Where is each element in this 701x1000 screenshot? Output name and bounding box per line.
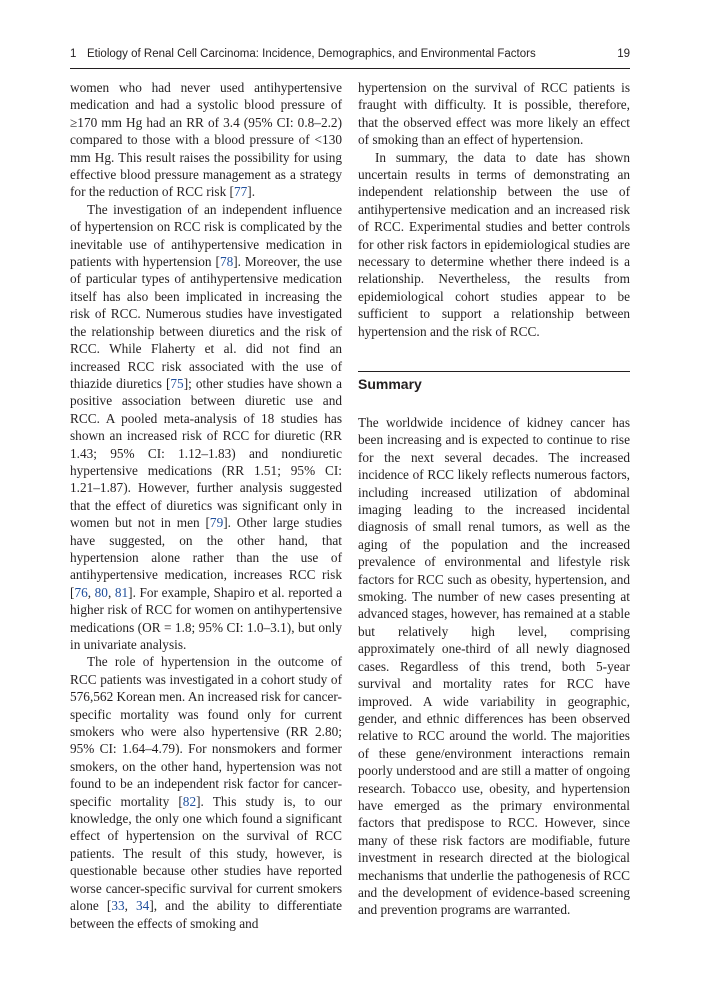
citation-link[interactable]: 76 [74,584,88,600]
body-text: The investigation of an independent influence of hypertension on RCC risk is complicated by the inevitable use of antihypertensive medication in patients with hypertension [ [70,201,342,270]
body-text: women who had never used antihypertensive medication and had a systolic blood pressure of ≥170 mm Hg had an RR of 3.4 (95% CI: 0.8–2.2) compared to those with a blood pressure of <130 mm Hg. This result raises the possibility for using effective blood pressure management as a strategy for the reduction of RCC risk [ [70,80,342,200]
body-text: ]. Other large studies have suggested, on the other hand, that hypertension alone rather than the use of antihypertensive medication, increases RCC risk [ [70,515,342,600]
citation-link[interactable]: 81 [114,584,129,600]
paragraph [70,201,342,654]
citation-link[interactable]: 34 [136,898,150,914]
header-rule [70,68,630,69]
body-text: , [87,584,95,600]
right-column [358,79,630,340]
left-column [70,79,342,932]
body-text: ]. Moreover, the use of particular types of antihypertensive medication itself has also been implicated in increasing the risk of RCC. Numerous studies have investigated the relationship between diuretics and the risk of RCC. While Flaherty et al. did not find an increased RCC risk associated with the use of thiazide diuretics [ [70,254,342,391]
running-header [70,46,630,66]
citation-link[interactable]: 79 [209,515,224,531]
body-text: ]. This study is, to our knowledge, the only one which found a significant effect of hypertension on the survival of RCC patients. The result of this study, however, is questionable because other studies have reported worse cancer-specific survival for current smokers alone [ [70,793,342,914]
citation-link[interactable]: 77 [233,184,248,200]
citation-link[interactable]: 75 [170,375,184,391]
citation-link[interactable]: 80 [94,584,108,600]
summary-column [358,414,630,919]
chapter-number: 1 [70,48,77,60]
paragraph [70,79,342,201]
body-text: ]. For example, Shapiro et al. reported a higher risk of RCC for women on antihypertensive medications (OR = 1.8; 95% CI: 1.0–3.1), but only in univariate analysis. [70,584,342,652]
citation-link[interactable]: 33 [111,898,125,914]
section-rule [358,371,630,372]
running-title: Etiology of Renal Cell Carcinoma: Incidence, Demographics, and Environmental Factors [87,48,536,60]
body-text: ]; other studies have shown a positive association between diuretic use and RCC. A pooled meta-analysis of 18 studies has shown an increased risk of RCC for diuretic (RR 1.43; 95% CI: 1.12–1.83) and nondiuretic hypertensive medications (RR 1.51; 95% CI: 1.21–1.87). However, further analysis suggested that the effect of diuretics was significant only in women but not in men [ [70,375,342,531]
page-number: 19 [617,48,630,60]
section-heading: Summary [358,376,422,392]
citation-link[interactable]: 78 [219,254,234,270]
body-text: ], and the ability to differentiate between the effects of smoking and [70,898,342,931]
body-text: The role of hypertension in the outcome of RCC patients was investigated in a cohort study of 576,562 Korean men. An increased risk for cancer-specific mortality was found only for current smokers who were also hypertensive (RR 2.80; 95% CI: 1.64–4.79). For nonsmokers and former smokers, on the other hand, hypertension was not found to be an independent risk factor for cancer-specific mortality [ [70,654,342,809]
paragraph: In summary, the data to date has shown uncertain results in terms of demonstrating an independent relationship between the use of antihypertensive medication and an increased risk of RCC. Experimental studies and better controls for other risk factors in epidemiological studies are necessary to determine whether there indeed is a relationship. Nevertheless, the results from epidemiological cohort studies appear to be sufficient to support a relationship between hypertension and the risk of RCC. [358,149,630,339]
body-text: ]. [247,184,256,200]
paragraph: The worldwide incidence of kidney cancer has been increasing and is expected to continue to rise for the next several decades. The increased incidence of RCC likely reflects numerous factors, including increased utilization of abdominal imaging leading to the increased incidental diagnosis of small renal tumors, as well as the aging of the population and the increased prevalence of environmental and lifestyle risk factors for RCC such as obesity, hypertension, and smoking. The number of new cases presenting at advanced stages, however, has remained at a stable but relatively high level, comprising approximately one-third of all newly diagnosed cases. Regardless of this trend, both 5-year survival and mortality rates for RCC have improved. A wide variability in geographic, gender, and ethnic differences has been observed relative to RCC around the world. The majorities of these gene/environment interactions remain poorly understood and are still a matter of ongoing research. Tobacco use, obesity, and hypertension have emerged as the primary environmental factors that predispose to RCC. However, since many of these risk factors are modifiable, future investment in research directed at the biological mechanisms that underlie the pathogenesis of RCC and the development of evidence-based screening and prevention programs are warranted. [358,415,630,918]
citation-link[interactable]: 82 [182,793,197,809]
paragraph [70,653,342,932]
paragraph: hypertension on the survival of RCC patients is fraught with difficulty. It is possible, therefore, that the observed effect was more likely an effect of smoking than an effect of hypertension. [358,80,630,148]
body-text: , [124,898,137,914]
body-text: , [107,584,115,600]
